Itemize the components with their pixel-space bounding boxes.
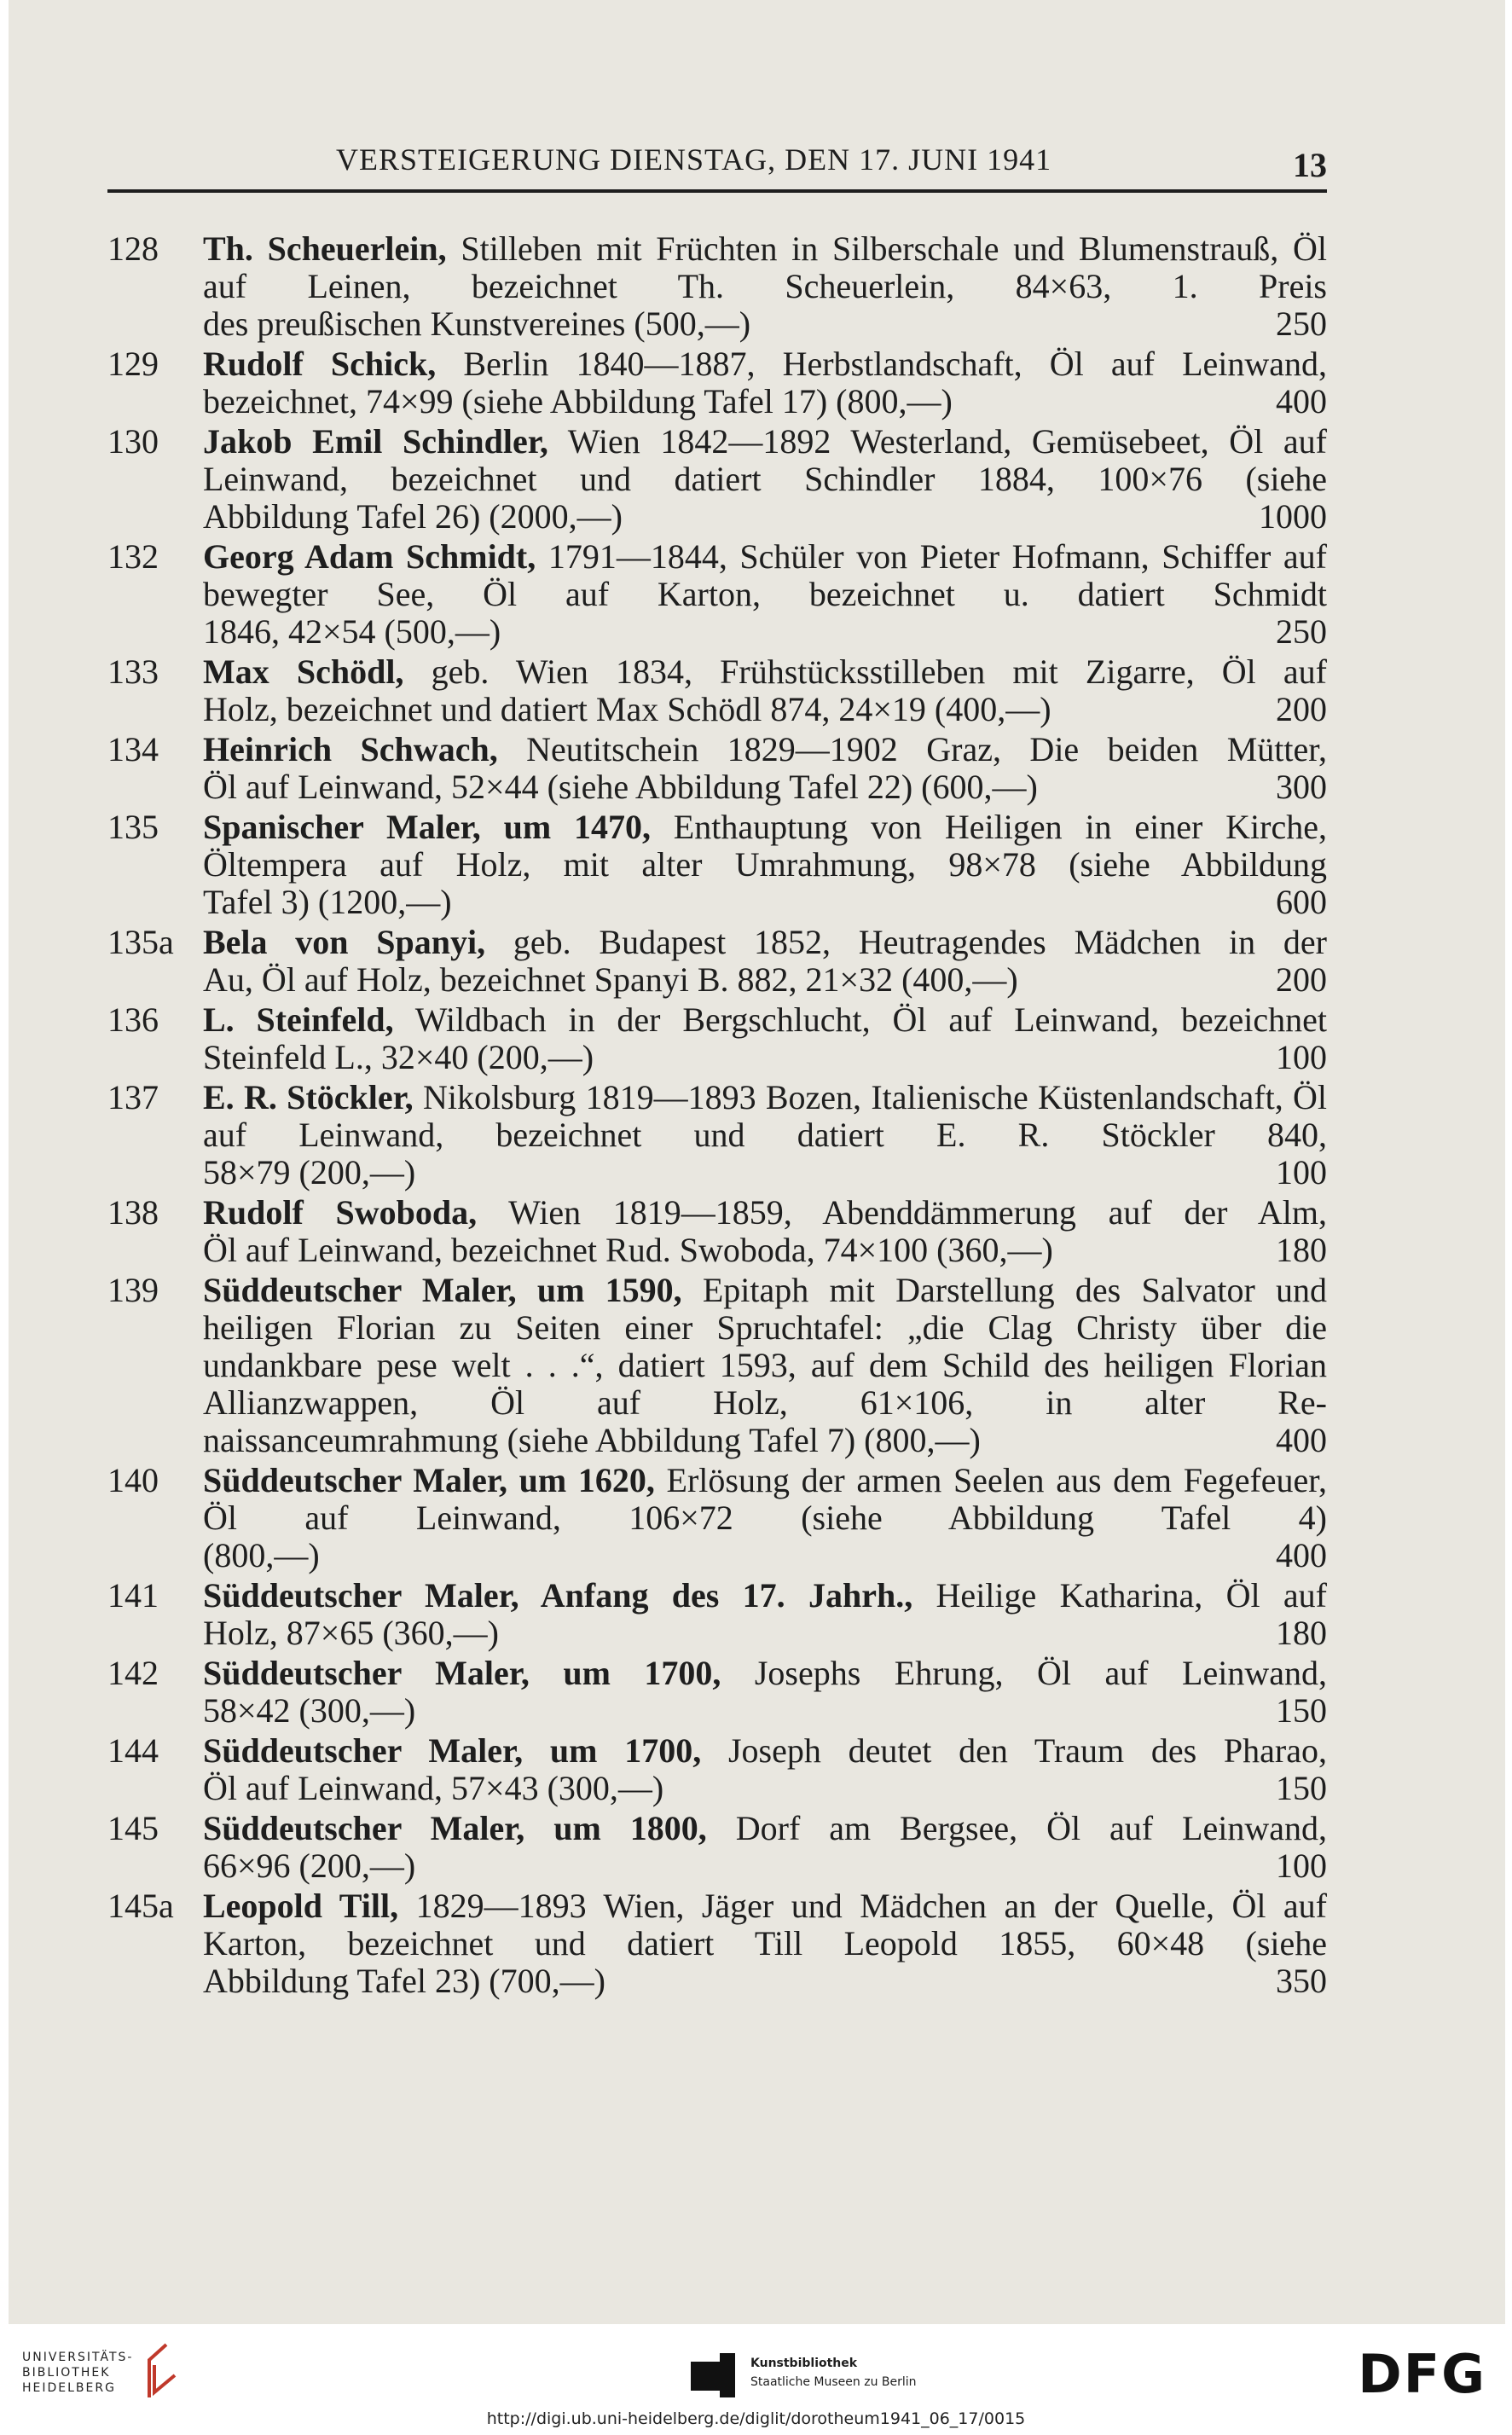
entry-description: [203, 230, 1327, 343]
price-row: [203, 305, 1327, 343]
price-row: [203, 1232, 1327, 1269]
catalogue-entry: [107, 345, 1327, 420]
lot-number: 134: [107, 730, 159, 768]
entry-description: [203, 924, 1327, 999]
artist-name: Süddeutscher Maler, Anfang des 17. Jahrh.,: [203, 1576, 913, 1615]
entry-text: Stilleben mit Früchten in Silberschale und Blumenstrauß, Öl auf Leinen, bezeichnet Th. Scheuerlein, 84×63, 1. Preis: [203, 229, 1328, 305]
catalogue-entry: [107, 1194, 1327, 1269]
entry-text-block: [203, 1655, 1327, 1692]
entry-text-block: [203, 809, 1327, 884]
entry-description: [203, 423, 1327, 536]
artist-name: L. Steinfeld,: [203, 1000, 394, 1039]
ub-logo-line: HEIDELBERG: [22, 2381, 116, 2395]
entry-text-block: [203, 1887, 1327, 1962]
entry-final-line: Öl auf Leinwand, 52×44 (siehe Abbildung Tafel 22) (600,—): [203, 768, 1038, 806]
entry-final-line: Au, Öl auf Holz, bezeichnet Spanyi B. 882, 21×32 (400,—): [203, 960, 1018, 999]
entry-description: [203, 1732, 1327, 1807]
lot-number: 145a: [107, 1887, 174, 1925]
estimate-price: 150: [1276, 1769, 1327, 1807]
artist-name: Rudolf Swoboda,: [203, 1193, 478, 1232]
entry-text-block: [203, 653, 1327, 691]
artist-name: Süddeutscher Maler, um 1620,: [203, 1461, 655, 1499]
entry-final-line: Öl auf Leinwand, bezeichnet Rud. Swoboda, 74×100 (360,—): [203, 1231, 1053, 1269]
entry-text-block: [203, 1577, 1327, 1615]
lot-number: 135a: [107, 923, 174, 961]
entry-text-block: [203, 423, 1327, 498]
price-row: [203, 1692, 1327, 1730]
lot-number: 145: [107, 1809, 159, 1847]
price-row: [203, 1154, 1327, 1191]
entry-text-block: [203, 1001, 1327, 1039]
entry-final-line: 66×96 (200,—): [203, 1847, 416, 1885]
catalogue-entry: [107, 1577, 1327, 1652]
artist-name: E. R. Stöckler,: [203, 1078, 414, 1116]
entry-description: [203, 538, 1327, 651]
entry-text: Enthauptung von Heiligen in einer Kirche, Öltempera auf Holz, mit alter Umrahmung, 98×78 (siehe Abbildung: [203, 808, 1327, 884]
entry-description: [203, 731, 1327, 806]
entry-text: Berlin 1840—1887, Herbstlandschaft, Öl auf Leinwand,: [436, 345, 1328, 383]
artist-name: Bela von Spanyi,: [203, 923, 486, 961]
price-row: [203, 691, 1327, 728]
entry-text-block: [203, 230, 1327, 305]
price-row: [203, 961, 1327, 999]
artist-name: Rudolf Schick,: [203, 345, 437, 383]
lot-number: 144: [107, 1731, 159, 1770]
entry-text-block: [203, 538, 1327, 613]
entry-text: Erlösung der armen Seelen aus dem Fegefeuer, Öl auf Leinwand, 106×72 (siehe Abbildung Tafel 4): [203, 1461, 1327, 1537]
catalogue-entry: [107, 1001, 1327, 1076]
entry-description: [203, 1272, 1327, 1459]
estimate-price: 150: [1276, 1691, 1327, 1730]
lot-number: 141: [107, 1576, 159, 1615]
dfg-logo: DFG: [1358, 2343, 1486, 2405]
estimate-price: 180: [1276, 1231, 1327, 1269]
entry-final-line: Holz, bezeichnet und datiert Max Schödl 874, 24×19 (400,—): [203, 690, 1051, 728]
entry-text: Wien 1842—1892 Westerland, Gemüsebeet, Öl auf Leinwand, bezeichnet und datiert Schindler 1884, 100×76 (siehe: [203, 422, 1327, 498]
artist-name: Heinrich Schwach,: [203, 730, 498, 768]
entry-text: geb. Budapest 1852, Heutragendes Mädchen in der: [485, 923, 1327, 961]
entry-final-line: 1846, 42×54 (500,—): [203, 612, 501, 651]
entry-text-block: [203, 1462, 1327, 1537]
entry-final-line: des preußischen Kunstvereines (500,—): [203, 304, 751, 343]
entry-description: [203, 1001, 1327, 1076]
estimate-price: 250: [1276, 612, 1327, 651]
lot-number: 128: [107, 229, 159, 268]
catalogue-entry: [107, 423, 1327, 536]
catalogue-entry: [107, 1655, 1327, 1730]
lot-number: 140: [107, 1461, 159, 1499]
entry-final-line: (800,—): [203, 1536, 320, 1574]
lot-number: 135: [107, 808, 159, 846]
catalogue-entry: [107, 1887, 1327, 2000]
price-row: [203, 1770, 1327, 1807]
price-row: [203, 768, 1327, 806]
entry-text-block: [203, 1732, 1327, 1770]
ub-logo-line: BIBLIOTHEK: [22, 2366, 111, 2380]
price-row: [203, 1962, 1327, 2000]
catalogue-entry: [107, 1272, 1327, 1459]
entry-text: Neutitschein 1829—1902 Graz, Die beiden Mütter,: [497, 730, 1327, 768]
kunstbibliothek-name: Kunstbibliothek: [750, 2357, 858, 2370]
estimate-price: 1000: [1259, 497, 1327, 536]
entry-text: geb. Wien 1834, Frühstücksstilleben mit Zigarre, Öl auf: [403, 652, 1327, 691]
estimate-price: 300: [1276, 768, 1327, 806]
entry-description: [203, 1194, 1327, 1269]
artist-name: Georg Adam Schmidt,: [203, 537, 536, 576]
entry-final-line: Abbildung Tafel 26) (2000,—): [203, 497, 623, 536]
entry-final-line: 58×79 (200,—): [203, 1153, 416, 1191]
catalogue-entry: [107, 653, 1327, 728]
price-row: [203, 1537, 1327, 1574]
entry-text: Heilige Katharina, Öl auf: [912, 1576, 1327, 1615]
entry-final-line: Tafel 3) (1200,—): [203, 883, 452, 921]
artist-name: Süddeutscher Maler, um 1700,: [203, 1731, 702, 1770]
lot-number: 138: [107, 1193, 159, 1232]
lot-number: 137: [107, 1078, 159, 1116]
artist-name: Süddeutscher Maler, um 1800,: [203, 1809, 707, 1847]
entry-final-line: Öl auf Leinwand, 57×43 (300,—): [203, 1769, 664, 1807]
catalogue-entry: [107, 924, 1327, 999]
entry-text: Dorf am Bergsee, Öl auf Leinwand,: [706, 1809, 1327, 1847]
entry-text: 1791—1844, Schüler von Pieter Hofmann, Schiffer auf bewegter See, Öl auf Karton, bezeichnet u. datiert Schmidt: [203, 537, 1327, 613]
entry-final-line: 58×42 (300,—): [203, 1691, 416, 1730]
estimate-price: 100: [1276, 1153, 1327, 1191]
kunstbibliothek-icon: [691, 2353, 735, 2397]
artist-name: Jakob Emil Schindler,: [203, 422, 548, 461]
entry-text: 1829—1893 Wien, Jäger und Mädchen an der Quelle, Öl auf Karton, bezeichnet und datiert Till Leopold 1855, 60×48 (siehe: [203, 1887, 1327, 1962]
page-header: [107, 136, 1327, 188]
estimate-price: 100: [1276, 1847, 1327, 1885]
lot-number: 130: [107, 422, 159, 461]
lot-number: 132: [107, 537, 159, 576]
lot-number: 139: [107, 1271, 159, 1309]
ub-logo-line: UNIVERSITÄTS-: [22, 2351, 134, 2364]
entry-description: [203, 345, 1327, 420]
artist-name: Süddeutscher Maler, um 1590,: [203, 1271, 682, 1309]
entry-description: [203, 1577, 1327, 1652]
price-row: [203, 1615, 1327, 1652]
entry-text-block: [203, 1272, 1327, 1422]
entry-description: [203, 1887, 1327, 2000]
estimate-price: 350: [1276, 1962, 1327, 2000]
estimate-price: 100: [1276, 1038, 1327, 1076]
estimate-price: 250: [1276, 304, 1327, 343]
lot-number: 142: [107, 1654, 159, 1692]
entry-text-block: [203, 924, 1327, 961]
entry-final-line: Holz, 87×65 (360,—): [203, 1614, 499, 1652]
estimate-price: 400: [1276, 382, 1327, 420]
entry-text-block: [203, 1810, 1327, 1847]
header-rule: [107, 189, 1327, 193]
price-row: [203, 383, 1327, 420]
catalogue-entry: [107, 1810, 1327, 1885]
estimate-price: 600: [1276, 883, 1327, 921]
estimate-price: 400: [1276, 1536, 1327, 1574]
entry-text: Epitaph mit Darstellung des Salvator und heiligen Florian zu Seiten einer Spruchtafel: „die Clag Christy über die undankbare pese welt . . .“, datiert 1593, auf dem Schild des heiligen Florian Allianzwappen, Öl auf Holz, 61×106, in alter Re-: [203, 1271, 1327, 1422]
estimate-price: 400: [1276, 1421, 1327, 1459]
catalogue-entry: [107, 538, 1327, 651]
catalogue-entry: [107, 809, 1327, 921]
artist-name: Süddeutscher Maler, um 1700,: [203, 1654, 721, 1692]
catalogue-entry: [107, 1462, 1327, 1574]
catalogue-entry: [107, 1732, 1327, 1807]
digitization-footer: [0, 2324, 1512, 2435]
entry-description: [203, 1079, 1327, 1191]
entry-text-block: [203, 1079, 1327, 1154]
entry-description: [203, 809, 1327, 921]
estimate-price: 200: [1276, 690, 1327, 728]
catalogue-entry: [107, 230, 1327, 343]
ub-emblem-icon: [141, 2341, 182, 2401]
lot-number: 129: [107, 345, 159, 383]
price-row: [203, 884, 1327, 921]
artist-name: Max Schödl,: [203, 652, 404, 691]
entry-final-line: Steinfeld L., 32×40 (200,—): [203, 1038, 594, 1076]
entry-description: [203, 1810, 1327, 1885]
page-number: 13: [1293, 146, 1327, 184]
entry-final-line: Abbildung Tafel 23) (700,—): [203, 1962, 605, 2000]
source-url[interactable]: http://digi.ub.uni-heidelberg.de/diglit/dorotheum1941_06_17/0015: [486, 2409, 1026, 2428]
lot-number: 136: [107, 1000, 159, 1039]
price-row: [203, 1039, 1327, 1076]
header-title: VERSTEIGERUNG DIENSTAG, DEN 17. JUNI 1941: [336, 142, 1052, 177]
artist-name: Th. Scheuerlein,: [203, 229, 447, 268]
entry-text: Wien 1819—1859, Abenddämmerung auf der Alm,: [477, 1193, 1328, 1232]
price-row: [203, 613, 1327, 651]
price-row: [203, 498, 1327, 536]
entry-text: Joseph deutet den Traum des Pharao,: [701, 1731, 1327, 1770]
entry-description: [203, 1655, 1327, 1730]
entry-text-block: [203, 731, 1327, 768]
catalogue-entry: [107, 1079, 1327, 1191]
entry-description: [203, 653, 1327, 728]
entry-final-line: naissanceumrahmung (siehe Abbildung Tafel 7) (800,—): [203, 1421, 981, 1459]
catalogue-entries: [107, 230, 1327, 2003]
catalogue-entry: [107, 731, 1327, 806]
entry-text: Nikolsburg 1819—1893 Bozen, Italienische Küstenlandschaft, Öl auf Leinwand, bezeichnet und datiert E. R. Stöckler 840,: [203, 1078, 1327, 1154]
price-row: [203, 1847, 1327, 1885]
entry-description: [203, 1462, 1327, 1574]
lot-number: 133: [107, 652, 159, 691]
estimate-price: 200: [1276, 960, 1327, 999]
price-row: [203, 1422, 1327, 1459]
artist-name: Spanischer Maler, um 1470,: [203, 808, 651, 846]
entry-text: Wildbach in der Bergschlucht, Öl auf Leinwand, bezeichnet: [393, 1000, 1328, 1039]
artist-name: Leopold Till,: [203, 1887, 399, 1925]
kunstbibliothek-subtitle: Staatliche Museen zu Berlin: [750, 2375, 917, 2389]
ub-heidelberg-logo: [22, 2350, 133, 2396]
entry-final-line: bezeichnet, 74×99 (siehe Abbildung Tafel 17) (800,—): [203, 382, 953, 420]
estimate-price: 180: [1276, 1614, 1327, 1652]
entry-text: Josephs Ehrung, Öl auf Leinwand,: [721, 1654, 1327, 1692]
entry-text-block: [203, 345, 1327, 383]
entry-text-block: [203, 1194, 1327, 1232]
